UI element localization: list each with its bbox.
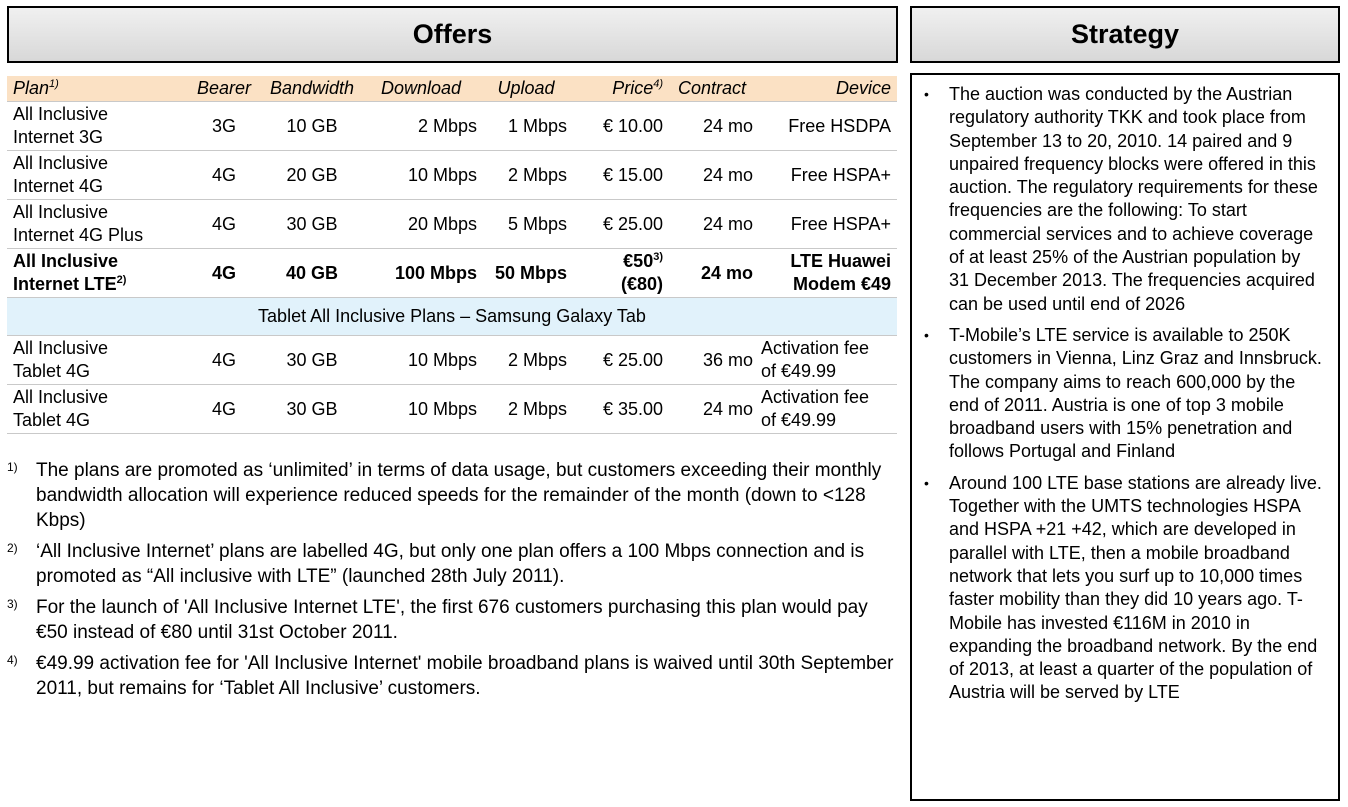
footnote-text: ‘All Inclusive Internet’ plans are labelled 4G, but only one plan offers a 100 Mbps connection and is promoted as “All inclusive with LTE” (launched 28th July 2011). [36, 541, 865, 587]
upload-cell: 1 Mbps [481, 102, 571, 151]
strategy-text: The auction was conducted by the Austrian regulatory authority TKK and took place from September 13 to 20, 2010. 14 paired and 9 unpaired frequency blocks were offered in this auction. The regulatory requirements for these frequencies are the following: To start commercial services and to achieve coverage of at least 25% of the Austrian population by 31 December 2013. The frequencies acquired can be used until end of 2026 [949, 84, 1318, 314]
offers-title: Offers [412, 19, 493, 49]
download-cell: 10 Mbps [361, 151, 481, 200]
bearer-cell: 3G [185, 102, 263, 151]
table-row [7, 102, 897, 151]
footnote [7, 651, 897, 701]
strategy-text: T-Mobile’s LTE service is available to 250K customers in Vienna, Linz Graz and Innsbruck. The company aims to reach 600,000 by the end of 2011. Austria is one of top 3 mobile broadband users with 15% penetration and follows Portugal and Finland [949, 324, 1322, 462]
offers-table [7, 76, 897, 434]
strategy-text: Around 100 LTE base stations are already live. Together with the UMTS technologies HSPA and HSPA +21 +42, which are developed in parallel with LTE, then a mobile broadband network that lets you surf up to 10,000 times faster mobility than they did 10 years ago. T-Mobile has invested €116M in 2010 in expanding the broadband network. By the end of 2013, at least a quarter of the population of Austria will be served by LTE [949, 472, 1322, 703]
contract-cell: 24 mo [667, 249, 757, 298]
strategy-bullet [920, 83, 1324, 316]
col-header-plan: Plan$^{1)}$ [7, 76, 185, 102]
bearer-cell: 4G [185, 336, 263, 385]
footnote-text: €49.99 activation fee for 'All Inclusive Internet' mobile broadband plans is waived until 30th September 2011, but remains for ‘Tablet All Inclusive’ customers. [36, 653, 894, 699]
price-cell: €50$^{3)}$ (€80) [571, 249, 667, 298]
bullet-icon: • [924, 474, 929, 491]
download-cell: 10 Mbps [361, 385, 481, 434]
footnote-number: 4) [7, 653, 18, 667]
strategy-title: Strategy [1070, 19, 1180, 49]
footnote [7, 539, 897, 589]
footnote-number: 1) [7, 460, 18, 474]
footnote-number: 3) [7, 597, 18, 611]
device-cell: Free HSPA+ [757, 200, 897, 249]
table-row [7, 336, 897, 385]
device-cell: Activation fee of €49.99 [757, 385, 897, 434]
upload-cell: 5 Mbps [481, 200, 571, 249]
price-cell: € 15.00 [571, 151, 667, 200]
device-cell: Free HSDPA [757, 102, 897, 151]
download-cell: 2 Mbps [361, 102, 481, 151]
table-row-highlight [7, 249, 897, 298]
download-cell: 20 Mbps [361, 200, 481, 249]
download-cell: 100 Mbps [361, 249, 481, 298]
footnote [7, 458, 897, 533]
upload-cell: 2 Mbps [481, 151, 571, 200]
bandwidth-cell: 30 GB [263, 385, 361, 434]
bearer-cell: 4G [185, 385, 263, 434]
price-cell: € 25.00 [571, 200, 667, 249]
col-header-bearer: Bearer [185, 76, 263, 102]
price-cell: € 35.00 [571, 385, 667, 434]
plan-cell: All Inclusive Internet LTE$^{2)}$ [7, 249, 185, 298]
table-row [7, 385, 897, 434]
bullet-icon: • [924, 86, 929, 102]
col-header-bandwidth: Bandwidth [263, 76, 361, 102]
table-row [7, 200, 897, 249]
contract-cell: 24 mo [667, 151, 757, 200]
bearer-cell: 4G [185, 200, 263, 249]
col-header-download: Download [361, 76, 481, 102]
device-cell: LTE Huawei Modem €49 [757, 249, 897, 298]
device-cell: Free HSPA+ [757, 151, 897, 200]
col-header-contract: Contract [667, 76, 757, 102]
bandwidth-cell: 30 GB [263, 200, 361, 249]
table-row [7, 151, 897, 200]
contract-cell: 24 mo [667, 385, 757, 434]
bearer-cell: 4G [185, 151, 263, 200]
tablet-section-title: Tablet All Inclusive Plans – Samsung Galaxy Tab [7, 298, 897, 336]
footnote-text: For the launch of 'All Inclusive Internet LTE', the first 676 customers purchasing this plan would pay €50 instead of €80 until 31st October 2011. [36, 597, 868, 643]
table-header-row [7, 76, 897, 102]
bullet-icon: • [924, 326, 929, 343]
device-cell: Activation fee of €49.99 [757, 336, 897, 385]
tablet-section-header [7, 298, 897, 336]
col-header-device: Device [757, 76, 897, 102]
strategy-panel [910, 73, 1340, 801]
strategy-header [910, 6, 1340, 63]
download-cell: 10 Mbps [361, 336, 481, 385]
footnote [7, 595, 897, 645]
plan-cell: All Inclusive Tablet 4G [7, 385, 185, 434]
strategy-list [920, 83, 1324, 705]
col-header-upload: Upload [481, 76, 571, 102]
bandwidth-cell: 40 GB [263, 249, 361, 298]
footnote-number: 2) [7, 541, 18, 555]
bearer-cell: 4G [185, 249, 263, 298]
price-cell: € 25.00 [571, 336, 667, 385]
upload-cell: 2 Mbps [481, 336, 571, 385]
footnote-text: The plans are promoted as ‘unlimited’ in terms of data usage, but customers exceeding their monthly bandwidth allocation will experience reduced speeds for the remainder of the month (down to <128 Kbps) [36, 460, 882, 531]
contract-cell: 36 mo [667, 336, 757, 385]
contract-cell: 24 mo [667, 200, 757, 249]
upload-cell: 50 Mbps [481, 249, 571, 298]
price-cell: € 10.00 [571, 102, 667, 151]
bandwidth-cell: 30 GB [263, 336, 361, 385]
plan-cell: All Inclusive Internet 3G [7, 102, 185, 151]
upload-cell: 2 Mbps [481, 385, 571, 434]
col-header-price: Price$^{4)}$ [571, 76, 667, 102]
plan-cell: All Inclusive Internet 4G Plus [7, 200, 185, 249]
strategy-bullet [920, 472, 1324, 705]
contract-cell: 24 mo [667, 102, 757, 151]
footnotes [7, 458, 897, 707]
offers-header [7, 6, 898, 63]
bandwidth-cell: 10 GB [263, 102, 361, 151]
bandwidth-cell: 20 GB [263, 151, 361, 200]
plan-cell: All Inclusive Tablet 4G [7, 336, 185, 385]
plan-cell: All Inclusive Internet 4G [7, 151, 185, 200]
strategy-bullet [920, 324, 1324, 464]
